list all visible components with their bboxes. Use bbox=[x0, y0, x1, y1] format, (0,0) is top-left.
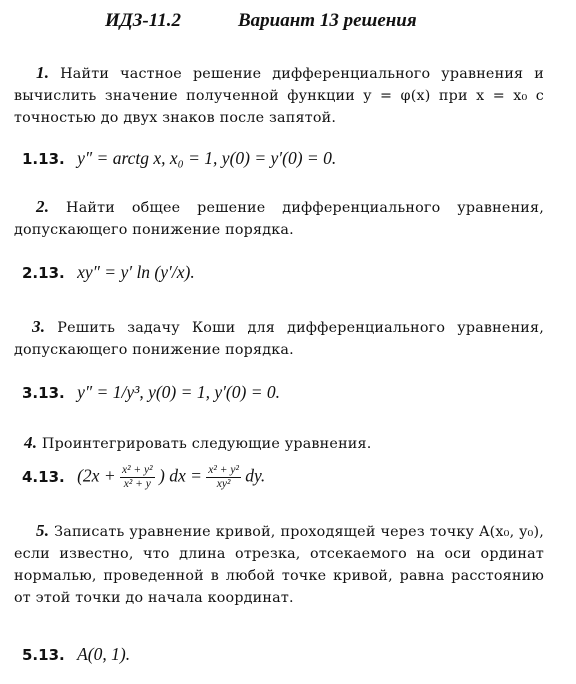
task-1-statement bbox=[14, 62, 544, 129]
task-3-text: Решить задачу Коши для дифференциального уравнения, допускающего понижение порядка. bbox=[14, 320, 544, 358]
task-3-statement bbox=[14, 316, 544, 361]
task-2-equation: xy″ = y′ ln (y′/x). bbox=[77, 262, 195, 282]
task-2-label: 2.13. bbox=[22, 264, 65, 282]
task-3-equation: y″ = 1/y³, y(0) = 1, y′(0) = 0. bbox=[77, 382, 281, 402]
task-4-number: 4. bbox=[24, 433, 38, 452]
task-3-number: 3. bbox=[32, 317, 46, 336]
task-5-equation: A(0, 1). bbox=[77, 644, 131, 664]
task-3-label: 3.13. bbox=[22, 384, 65, 402]
task-2-statement bbox=[14, 196, 544, 241]
task-5-statement bbox=[14, 520, 544, 609]
task-4-label: 4.13. bbox=[22, 467, 65, 486]
task-4-eq-mid: ) dx = bbox=[159, 465, 202, 486]
task-5-text: Записать уравнение кривой, проходящей через точку A(x₀, y₀), если известно, что длина отрезка, отсекаемого на оси ординат нормалью, проведенной в любой точке кривой, равна расстоянию от этой точки до начала координат. bbox=[14, 524, 545, 606]
task-1-label: 1.13. bbox=[22, 150, 65, 168]
task-4-text: Проинтегрировать следующие уравнения. bbox=[41, 436, 372, 452]
task-1-number: 1. bbox=[36, 63, 50, 82]
assignment-code: ИДЗ-11.2 bbox=[105, 10, 181, 31]
task-4-eq-end: dy. bbox=[245, 465, 266, 486]
task-5-number: 5. bbox=[36, 521, 50, 540]
task-4-fraction-2-numerator: x² + y² bbox=[208, 464, 239, 476]
task-5-equation-line bbox=[22, 644, 130, 665]
task-4-fraction-1-denominator: x² + y bbox=[123, 478, 151, 490]
task-4-fraction-2-denominator: xy² bbox=[216, 478, 231, 490]
task-2-number: 2. bbox=[36, 197, 50, 216]
task-1-equation-line bbox=[22, 148, 336, 169]
task-2-text: Найти общее решение дифференциального уравнения, допускающего понижение порядка. bbox=[14, 200, 544, 238]
task-4-fraction-2 bbox=[206, 464, 241, 491]
task-4-fraction-1-numerator: x² + y² bbox=[122, 464, 153, 476]
task-4-equation-line bbox=[22, 464, 265, 491]
task-4-eq-open: (2x + bbox=[77, 465, 116, 486]
task-4-fraction-1 bbox=[120, 464, 155, 491]
task-5-label: 5.13. bbox=[22, 646, 65, 664]
task-2-equation-line bbox=[22, 262, 195, 283]
variant-title: Вариант 13 решения bbox=[238, 10, 417, 31]
task-4-statement bbox=[14, 432, 544, 455]
task-3-equation-line bbox=[22, 382, 280, 403]
task-1-equation: y″ = arctg x, x₀ = 1, y(0) = y′(0) = 0. bbox=[77, 148, 337, 168]
task-1-text: Найти частное решение дифференциального уравнения и вычислить значение полученной функции y = φ(x) при x = x₀ с точностью до двух знаков после запятой. bbox=[14, 66, 544, 126]
